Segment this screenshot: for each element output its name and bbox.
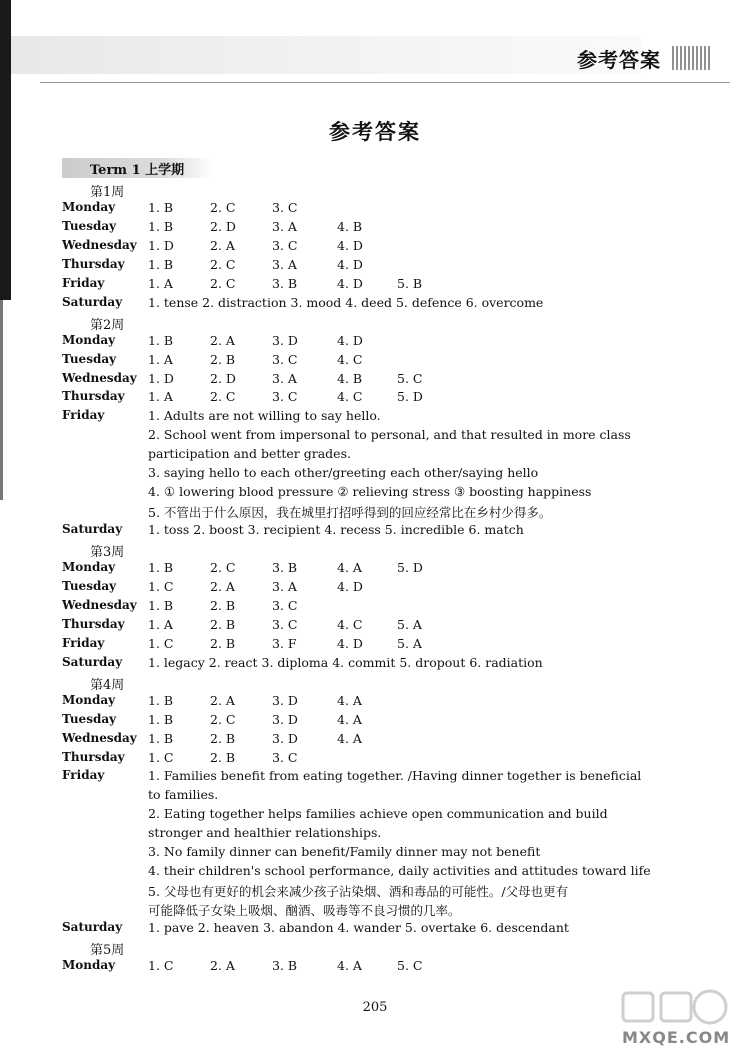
answer-item: 4. C <box>337 351 363 367</box>
answer-row <box>0 901 750 920</box>
answer-row <box>0 750 750 769</box>
answer-item: 4. D <box>337 275 363 291</box>
answer-item: 3. C <box>272 597 298 613</box>
answer-item: 5. A <box>397 635 422 651</box>
day-label: Thursday <box>62 749 125 764</box>
day-label: Monday <box>62 199 116 214</box>
answer-text: 1. Adults are not willing to say hello. <box>148 408 381 424</box>
day-label: Monday <box>62 692 116 707</box>
week-heading-row <box>0 314 750 333</box>
answer-item: 1. A <box>148 389 173 405</box>
answer-row <box>0 465 750 484</box>
answer-row <box>0 958 750 977</box>
answer-text: 2. School went from impersonal to personal, and that resulted in more class <box>148 427 631 443</box>
answer-row <box>0 844 750 863</box>
week-heading-row <box>0 674 750 693</box>
answer-text: 1. pave 2. heaven 3. abandon 4. wander 5. overtake 6. descendant <box>148 920 569 936</box>
week-heading-row <box>0 181 750 200</box>
answer-item: 1. C <box>148 749 174 765</box>
answer-text: 5. 不管出于什么原因，我在城里打招呼得到的回应经常比在乡村少得多。 <box>148 505 552 521</box>
answer-item: 2. C <box>210 256 236 272</box>
answer-text: to families. <box>148 787 219 803</box>
answer-item: 3. D <box>272 692 298 708</box>
answer-text: participation and better grades. <box>148 446 351 462</box>
answer-text: 1. legacy 2. react 3. diploma 4. commit 5. dropout 6. radiation <box>148 654 543 670</box>
page-number: 205 <box>362 1000 388 1015</box>
day-label: Tuesday <box>62 711 117 726</box>
answer-item: 2. C <box>210 199 236 215</box>
week-heading-row <box>0 939 750 958</box>
answer-item: 1. A <box>148 351 173 367</box>
day-label: Friday <box>62 768 105 783</box>
answer-row <box>0 636 750 655</box>
day-label: Thursday <box>62 616 125 631</box>
answer-text: stronger and healthier relationships. <box>148 825 382 841</box>
answer-row <box>0 484 750 503</box>
answer-row <box>0 579 750 598</box>
answer-item: 2. A <box>210 237 235 253</box>
answer-text: 3. No family dinner can benefit/Family dinner may not benefit <box>148 844 541 860</box>
day-label: Wednesday <box>62 730 137 745</box>
answer-item: 2. B <box>210 635 236 651</box>
answer-item: 4. D <box>337 256 363 272</box>
day-label: Thursday <box>62 256 125 271</box>
day-label: Thursday <box>62 389 125 404</box>
answer-text: 4. ① lowering blood pressure ② relieving stress ③ boosting happiness <box>148 484 592 500</box>
day-label: Saturday <box>62 920 123 935</box>
running-header-title: 参考答案 <box>577 48 661 72</box>
answer-item: 4. D <box>337 332 363 348</box>
answer-row <box>0 712 750 731</box>
day-label: Tuesday <box>62 218 117 233</box>
answer-item: 2. B <box>210 351 236 367</box>
answer-row <box>0 408 750 427</box>
answer-row <box>0 787 750 806</box>
answer-item: 3. C <box>272 351 298 367</box>
answer-row <box>0 825 750 844</box>
answer-text: 1. Families benefit from eating together. /Having dinner together is beneficial <box>148 768 642 784</box>
answer-item: 3. B <box>272 560 298 575</box>
answer-item: 4. A <box>337 957 362 973</box>
answer-item: 2. C <box>210 389 236 405</box>
answer-item: 3. A <box>272 370 297 386</box>
week-heading: 第1周 <box>90 185 125 200</box>
answer-item: 3. C <box>272 199 298 215</box>
term-label: Term 1 上学期 <box>90 163 185 178</box>
week-heading: 第3周 <box>90 545 125 561</box>
answer-item: 4. D <box>337 578 363 594</box>
answer-item: 4. A <box>337 692 362 708</box>
answer-row <box>0 219 750 238</box>
answer-text: 3. saying hello to each other/greeting each other/saying hello <box>148 465 539 481</box>
answer-item: 2. A <box>210 332 235 348</box>
answer-item: 2. D <box>210 218 236 234</box>
answer-item: 4. D <box>337 237 363 253</box>
answer-text: 可能降低子女染上吸烟、酗酒、吸毒等不良习惯的几率。 <box>148 903 461 919</box>
answer-item: 1. A <box>148 275 173 291</box>
answer-item: 1. B <box>148 692 174 708</box>
answer-row <box>0 446 750 465</box>
answer-row <box>0 389 750 408</box>
day-label: Monday <box>62 957 116 972</box>
answer-item: 2. B <box>210 597 236 613</box>
day-label: Monday <box>62 332 116 347</box>
answer-item: 3. C <box>272 749 298 765</box>
answer-item: 1. C <box>148 578 174 594</box>
answer-row <box>0 693 750 712</box>
answer-item: 1. B <box>148 218 174 234</box>
answer-item: 2. A <box>210 578 235 594</box>
week-heading-row <box>0 541 750 560</box>
answer-item: 4. D <box>337 635 363 651</box>
answer-row <box>0 427 750 446</box>
answer-item: 5. A <box>397 616 422 632</box>
answer-row <box>0 333 750 352</box>
answer-item: 3. F <box>272 635 297 651</box>
answer-item: 2. A <box>210 692 235 708</box>
answer-item: 2. A <box>210 957 235 973</box>
day-label: Friday <box>62 275 105 290</box>
answer-row <box>0 352 750 371</box>
day-label: Friday <box>62 635 105 650</box>
answer-item: 1. B <box>148 332 174 348</box>
day-label: Wednesday <box>62 597 137 612</box>
answer-row <box>0 768 750 787</box>
day-label: Wednesday <box>62 237 137 252</box>
day-label: Saturday <box>62 522 123 537</box>
week-heading: 第5周 <box>90 943 125 958</box>
answer-item: 5. D <box>397 389 423 405</box>
day-label: Tuesday <box>62 578 117 593</box>
header-rule <box>40 82 730 83</box>
answer-item: 3. D <box>272 332 298 348</box>
answer-item: 4. A <box>337 730 362 746</box>
answer-item: 5. C <box>397 957 423 973</box>
answer-item: 2. D <box>210 370 236 386</box>
answer-row <box>0 295 750 314</box>
answer-item: 4. A <box>337 560 362 575</box>
answer-item: 3. C <box>272 389 298 405</box>
answer-item: 1. B <box>148 256 174 272</box>
answer-item: 5. D <box>397 560 423 575</box>
watermark-text: MXQE.COM <box>622 1028 731 1047</box>
answer-row <box>0 882 750 901</box>
week-heading: 第2周 <box>90 317 125 333</box>
day-label: Wednesday <box>62 370 137 385</box>
answer-item: 3. A <box>272 578 297 594</box>
answer-item: 5. C <box>397 370 423 386</box>
answer-item: 3. C <box>272 616 298 632</box>
answer-item: 5. B <box>397 275 423 291</box>
answer-row <box>0 200 750 219</box>
answer-text: 1. tense 2. distraction 3. mood 4. deed 5. defence 6. overcome <box>148 294 544 310</box>
week-heading: 第4周 <box>90 677 125 693</box>
answer-item: 3. C <box>272 237 298 253</box>
answer-item: 1. D <box>148 370 174 386</box>
answer-row <box>0 238 750 257</box>
answer-item: 4. B <box>337 218 363 234</box>
answer-row <box>0 806 750 825</box>
header-band <box>11 36 641 74</box>
answer-row <box>0 503 750 522</box>
answer-item: 1. A <box>148 616 173 632</box>
day-label: Saturday <box>62 294 123 309</box>
answer-row <box>0 617 750 636</box>
answer-item: 2. C <box>210 560 236 575</box>
answer-row <box>0 863 750 882</box>
answer-item: 1. D <box>148 237 174 253</box>
answer-item: 1. C <box>148 957 174 973</box>
answer-item: 1. B <box>148 730 174 746</box>
answer-item: 1. B <box>148 711 174 727</box>
answer-text: 5. 父母也有更好的机会来减少孩子沾染烟、酒和毒品的可能性。/父母也更有 <box>148 884 569 900</box>
answer-item: 1. B <box>148 597 174 613</box>
answer-row <box>0 920 750 939</box>
answer-row <box>0 257 750 276</box>
answer-row <box>0 655 750 674</box>
answer-row <box>0 560 750 579</box>
answer-row <box>0 371 750 390</box>
answer-item: 1. C <box>148 635 174 651</box>
answer-text: 1. toss 2. boost 3. recipient 4. recess 5. incredible 6. match <box>148 522 524 538</box>
day-label: Saturday <box>62 654 123 669</box>
header-decoration <box>672 46 710 70</box>
answer-item: 3. A <box>272 218 297 234</box>
answer-text: 4. their children's school performance, daily activities and attitudes toward life <box>148 863 651 879</box>
answer-item: 2. B <box>210 749 236 765</box>
answer-text: 2. Eating together helps families achieve open communication and build <box>148 806 608 822</box>
answer-row <box>0 522 750 541</box>
answer-item: 3. D <box>272 711 298 727</box>
answer-item: 3. D <box>272 730 298 746</box>
answer-item: 2. B <box>210 616 236 632</box>
answer-item: 1. B <box>148 560 174 575</box>
day-label: Monday <box>62 560 116 574</box>
answer-item: 2. B <box>210 730 236 746</box>
answer-item: 2. C <box>210 711 236 727</box>
answer-item: 3. A <box>272 256 297 272</box>
answer-item: 4. C <box>337 389 363 405</box>
answer-item: 4. B <box>337 370 363 386</box>
answer-item: 1. B <box>148 199 174 215</box>
answer-item: 3. B <box>272 275 298 291</box>
day-label: Friday <box>62 408 105 423</box>
day-label: Tuesday <box>62 351 117 366</box>
answer-item: 3. B <box>272 957 298 973</box>
answer-item: 4. A <box>337 711 362 727</box>
answer-row <box>0 598 750 617</box>
answer-row <box>0 731 750 750</box>
answer-row <box>0 276 750 295</box>
page-title: 参考答案 <box>329 119 421 144</box>
answer-item: 2. C <box>210 275 236 291</box>
answer-item: 4. C <box>337 616 363 632</box>
